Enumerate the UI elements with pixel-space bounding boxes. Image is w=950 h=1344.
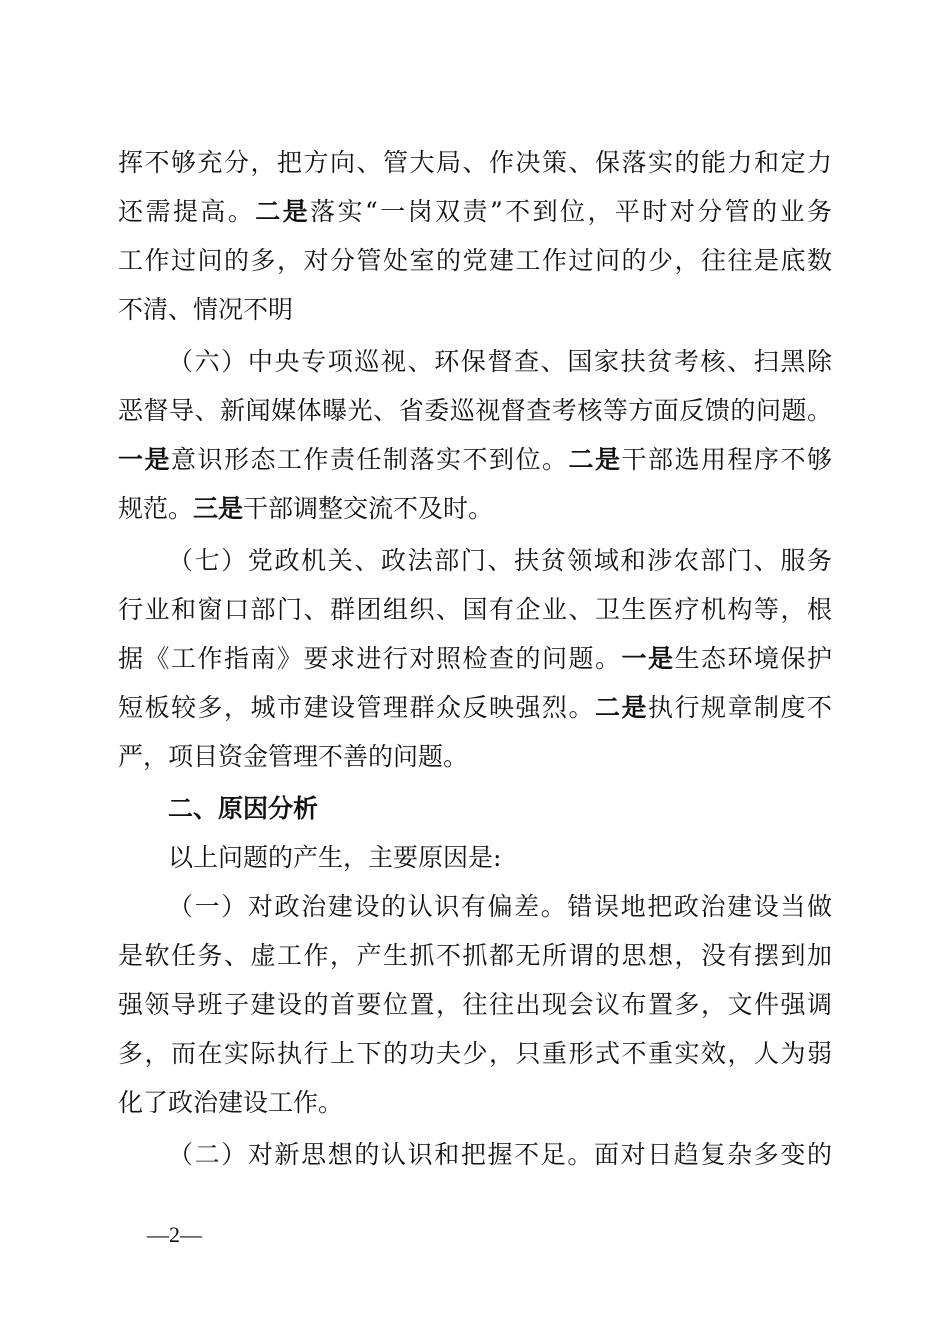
text-line: 不清、情况不明 bbox=[118, 295, 294, 324]
paragraph bbox=[118, 138, 832, 334]
text-line: （一）对政治建设的认识有偏差。错误地把政治建设当做 bbox=[168, 892, 832, 921]
text-line: 据《工作指南》要求进行对照检查的问题。一是生态环境保护 bbox=[118, 644, 832, 673]
paragraph bbox=[118, 1130, 832, 1179]
text-line: 挥不够充分，把方向、管大局、作决策、保落实的能力和定力 bbox=[118, 148, 832, 177]
bold-marker: 二是 bbox=[568, 445, 622, 474]
text-line: 强领导班子建设的首要位置，往往出现会议布置多，文件强调 bbox=[118, 990, 832, 1019]
document-page bbox=[118, 138, 832, 1179]
text-line: 工作过问的多，对分管处室的党建工作过问的少，往往是底数 bbox=[118, 246, 832, 275]
paragraph bbox=[118, 536, 832, 781]
bold-marker: 一是 bbox=[621, 644, 675, 673]
text-line: 还需提高。二是落实“一岗双责”不到位，平时对分管的业务 bbox=[118, 197, 832, 226]
section-heading bbox=[118, 784, 832, 833]
text-line: 以上问题的产生，主要原因是: bbox=[168, 843, 502, 872]
text-line: （二）对新思想的认识和把握不足。面对日趋复杂多变的 bbox=[168, 1140, 832, 1169]
text-line: 化了政治建设工作。 bbox=[118, 1088, 344, 1117]
text-line: 行业和窗口部门、群团组织、国有企业、卫生医疗机构等，根 bbox=[118, 595, 832, 624]
text-line: 严，项目资金管理不善的问题。 bbox=[118, 742, 469, 771]
page-number: —2— bbox=[147, 1222, 202, 1247]
text-line: 是软任务、虚工作，产生抓不抓都无所谓的思想，没有摆到加 bbox=[118, 941, 832, 970]
text-line: 恶督导、新闻媒体曝光、省委巡视督查考核等方面反馈的问题。 bbox=[118, 396, 832, 425]
heading-text: 二、原因分析 bbox=[168, 794, 319, 823]
bold-marker: 二是 bbox=[594, 693, 648, 722]
text-line: （六）中央专项巡视、环保督查、国家扶贫考核、扫黑除 bbox=[168, 347, 832, 376]
text-line: 多，而在实际执行上下的功夫少，只重形式不重实效，人为弱 bbox=[118, 1039, 832, 1068]
text-line: 规范。三是干部调整交流不及时。 bbox=[118, 494, 494, 523]
text-line: 短板较多，城市建设管理群众反映强烈。二是执行规章制度不 bbox=[118, 693, 832, 722]
bold-marker: 一是 bbox=[118, 445, 171, 474]
text-line: （七）党政机关、政法部门、扶贫领域和涉农部门、服务 bbox=[168, 546, 832, 575]
text-line: 一是意识形态工作责任制落实不到位。二是干部选用程序不够 bbox=[118, 445, 832, 474]
bold-marker: 三是 bbox=[193, 494, 244, 523]
paragraph bbox=[118, 337, 832, 533]
paragraph bbox=[118, 833, 832, 882]
paragraph bbox=[118, 882, 832, 1127]
bold-marker: 二是 bbox=[255, 197, 311, 226]
